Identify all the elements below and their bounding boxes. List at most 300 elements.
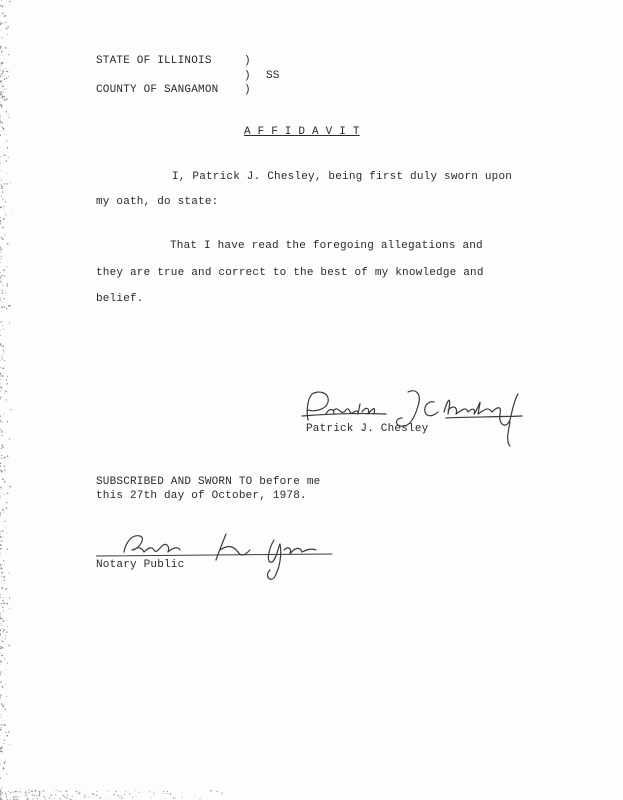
scan-speck [9, 305, 11, 307]
notary-signature [96, 520, 336, 584]
scan-speck [182, 793, 183, 794]
scan-speck [0, 322, 1, 323]
scan-speck [24, 795, 25, 796]
scan-speck [0, 23, 1, 24]
scan-speck [0, 119, 1, 120]
scan-speck [3, 198, 4, 199]
scan-speck [1, 703, 2, 704]
scan-speck [82, 790, 83, 791]
scan-speck [5, 471, 6, 472]
scan-speck [2, 127, 3, 128]
scan-speck [8, 114, 9, 115]
scan-speck [2, 530, 4, 532]
scan-speck [2, 309, 3, 310]
scan-speck [3, 620, 5, 622]
scan-speck [34, 795, 35, 796]
scan-speck [4, 521, 5, 522]
scan-speck [0, 282, 1, 283]
scan-speck [7, 71, 8, 72]
scan-speck [3, 541, 4, 542]
scan-speck [124, 794, 125, 795]
scan-speck [0, 634, 1, 635]
scan-speck [41, 791, 42, 792]
scan-speck [5, 391, 7, 393]
scan-speck [9, 438, 10, 439]
scan-speck [43, 790, 45, 792]
scan-speck [15, 796, 16, 797]
scan-speck [2, 471, 4, 473]
scan-speck [2, 435, 3, 436]
scan-speck [1, 431, 3, 433]
scan-speck [0, 156, 1, 157]
scan-speck [79, 793, 80, 794]
scan-speck [2, 23, 3, 24]
scan-speck [2, 375, 4, 377]
scan-speck [3, 206, 4, 207]
scan-speck [7, 455, 9, 457]
scan-speck [6, 735, 8, 737]
scan-speck [135, 790, 136, 791]
scan-speck [6, 502, 7, 503]
scan-speck [1, 717, 2, 718]
scan-speck [25, 794, 26, 795]
scan-speck [0, 605, 1, 606]
scan-speck [9, 486, 11, 488]
scan-speck [6, 111, 8, 113]
scan-speck [3, 602, 5, 604]
scan-speck [2, 446, 4, 448]
scan-speck [2, 85, 4, 87]
scan-speck [1, 87, 2, 88]
scan-speck [118, 795, 119, 796]
scan-speck [0, 162, 1, 163]
scan-speck [1, 102, 2, 103]
scan-speck [8, 71, 9, 72]
scan-speck [2, 99, 3, 100]
scan-speck [9, 744, 10, 745]
scan-speck [1, 37, 2, 38]
scan-speck [1, 74, 2, 75]
scan-speck [13, 792, 14, 793]
scan-speck [1, 180, 2, 181]
scan-speck [63, 794, 64, 795]
scan-speck [9, 608, 10, 609]
scan-speck [107, 798, 108, 799]
scan-speck [3, 269, 5, 271]
scan-speck [7, 774, 8, 775]
scan-speck [2, 76, 3, 77]
scan-speck [3, 209, 4, 210]
scan-speck [0, 258, 1, 259]
scan-speck [2, 647, 3, 648]
scan-speck [57, 790, 58, 791]
scan-speck [0, 76, 1, 77]
scan-speck [0, 70, 1, 71]
scan-speck [0, 545, 1, 546]
scan-speck [0, 429, 1, 430]
scan-speck [32, 794, 33, 795]
scan-speck [0, 387, 2, 389]
scan-speck [3, 672, 4, 673]
scan-speck [0, 246, 1, 248]
jurat-line-2: this 27th day of October, 1978. [96, 490, 307, 502]
scan-speck [2, 73, 3, 74]
scan-speck [6, 233, 7, 234]
scan-speck [2, 275, 3, 276]
scan-speck [0, 615, 1, 616]
scan-speck [217, 791, 218, 792]
scan-speck [5, 527, 6, 528]
scan-speck [0, 727, 1, 728]
scan-speck [0, 795, 1, 796]
scan-speck [0, 217, 1, 218]
scan-speck [3, 612, 4, 613]
scan-speck [2, 199, 3, 200]
scan-speck [5, 399, 6, 400]
scan-speck [0, 594, 1, 595]
scan-speck [1, 628, 2, 629]
scan-speck [39, 793, 41, 795]
scan-speck [0, 97, 1, 98]
scan-speck [113, 795, 114, 796]
scan-speck [4, 465, 6, 467]
scan-speck [0, 630, 1, 632]
scan-speck [55, 791, 56, 792]
scan-speck [194, 796, 195, 797]
scan-speck [165, 798, 166, 799]
paragraph-2-line-1: That I have read the foregoing allegations and [170, 240, 483, 252]
scan-speck [2, 285, 3, 286]
scan-speck [0, 379, 1, 380]
scan-speck [6, 631, 7, 632]
scan-speck [0, 5, 1, 6]
scan-speck [55, 794, 56, 795]
scan-speck [1, 345, 2, 346]
scan-speck [4, 68, 5, 69]
scan-speck [121, 795, 122, 796]
scan-speck [0, 513, 1, 514]
scan-speck [7, 266, 8, 267]
scan-speck [1, 747, 3, 749]
scan-speck [0, 221, 1, 222]
scan-speck [1, 51, 2, 52]
scan-speck [17, 796, 18, 797]
scan-speck [163, 791, 164, 792]
scan-speck [64, 796, 65, 797]
scan-speck [107, 791, 108, 792]
scan-speck [96, 791, 97, 792]
scan-speck [138, 792, 139, 793]
scan-speck [2, 184, 3, 185]
scan-speck [80, 792, 81, 793]
scan-speck [0, 675, 1, 676]
scan-speck [79, 790, 80, 791]
scan-speck [6, 620, 7, 621]
scan-speck [3, 92, 4, 93]
scan-speck [5, 291, 6, 292]
scan-speck [1, 458, 2, 459]
scan-speck [0, 367, 1, 368]
scan-speck [1, 106, 3, 108]
scan-speck [0, 272, 1, 273]
scan-speck [3, 329, 4, 330]
scan-speck [0, 206, 2, 208]
scan-speck [5, 22, 6, 23]
scan-speck [6, 379, 7, 380]
scan-speck [2, 97, 4, 99]
scan-speck [5, 588, 7, 590]
scan-speck [8, 157, 9, 158]
scan-speck [125, 791, 126, 792]
scan-speck [3, 36, 4, 37]
scan-speck [6, 285, 7, 286]
scan-speck [1, 178, 2, 179]
scan-speck [66, 797, 67, 798]
scan-speck [1, 396, 2, 397]
scan-speck [37, 798, 38, 799]
scan-speck [2, 637, 3, 638]
document-title: A F F I D A V I T [244, 126, 360, 138]
ss-paren: ) [244, 70, 251, 82]
scan-speck [19, 791, 21, 793]
scan-speck [4, 353, 5, 354]
scan-speck [0, 115, 1, 116]
scan-speck [6, 533, 7, 534]
scan-speck [6, 68, 7, 69]
scan-speck [0, 694, 1, 695]
scan-speck [2, 238, 4, 240]
scan-speck [12, 791, 13, 792]
scan-speck [4, 89, 5, 90]
scan-speck [4, 275, 5, 276]
scan-speck [0, 120, 1, 121]
scan-speck [1, 131, 2, 132]
scan-speck [0, 66, 1, 67]
scan-speck [0, 487, 1, 488]
scan-speck [0, 696, 1, 697]
scan-speck [2, 13, 4, 15]
scan-speck [5, 708, 6, 709]
scan-speck [28, 798, 29, 799]
scan-speck [0, 623, 1, 624]
scan-speck [0, 552, 1, 553]
scan-speck [9, 322, 10, 323]
scan-speck [169, 793, 171, 795]
scan-speck [0, 386, 1, 387]
scan-speck [6, 603, 8, 605]
scan-speck [0, 122, 1, 123]
scan-speck [0, 554, 1, 555]
scan-speck [0, 793, 2, 795]
state-paren: ) [244, 55, 251, 67]
scan-speck [175, 798, 176, 799]
scan-speck [5, 47, 7, 49]
scan-speck [2, 356, 3, 357]
scan-speck [45, 798, 46, 799]
scan-speck [14, 791, 15, 792]
scan-speck [121, 798, 122, 799]
scan-speck [84, 797, 85, 798]
scan-speck [115, 791, 116, 792]
paragraph-2-line-2: they are true and correct to the best of my knowledge and [96, 267, 484, 279]
jurat-line-1: SUBSCRIBED AND SWORN TO before me [96, 476, 321, 488]
scan-speck [4, 99, 6, 101]
scan-speck [67, 791, 68, 792]
scan-speck [1, 625, 2, 626]
scan-speck [1, 84, 2, 85]
scan-speck [87, 793, 88, 794]
scan-speck [2, 6, 4, 8]
scan-speck [59, 791, 60, 792]
scan-speck [7, 283, 8, 284]
scan-speck [6, 28, 7, 29]
scan-speck [1, 444, 3, 446]
scan-speck [2, 606, 3, 607]
scan-speck [1, 185, 3, 187]
scan-speck [5, 674, 6, 675]
scan-speck [9, 597, 10, 598]
scan-speck [0, 391, 1, 392]
scan-speck [60, 798, 61, 799]
scan-speck [3, 743, 4, 744]
scan-speck [0, 465, 1, 467]
scan-speck [28, 792, 29, 793]
scan-speck [7, 663, 8, 664]
scan-speck [7, 493, 9, 495]
scan-speck [2, 509, 4, 511]
state-of-illinois: STATE OF ILLINOIS [96, 55, 212, 67]
scan-speck [1, 122, 3, 124]
scan-speck [4, 235, 5, 236]
scan-speck [5, 793, 6, 794]
scan-speck [6, 383, 7, 384]
scan-speck [8, 54, 9, 55]
scan-speck [3, 16, 4, 17]
scan-speck [1, 587, 3, 589]
scan-speck [0, 496, 1, 497]
scan-speck [0, 646, 2, 648]
scan-speck [2, 479, 3, 480]
scan-speck [5, 214, 6, 215]
scan-speck [1, 422, 2, 423]
scan-speck [0, 373, 1, 375]
scan-speck [1, 237, 2, 238]
scan-speck [4, 393, 5, 394]
scan-speck [1, 330, 2, 331]
scan-speck [89, 796, 90, 797]
scan-speck [0, 534, 1, 535]
scan-speck [99, 797, 101, 799]
scan-speck [4, 658, 5, 659]
scan-speck [1, 256, 2, 257]
scan-speck [3, 5, 4, 6]
scan-speck [36, 795, 37, 796]
scan-speck [4, 724, 5, 725]
scan-speck [0, 714, 1, 715]
scan-speck [76, 791, 78, 793]
scan-speck [136, 796, 137, 797]
affiant-name: Patrick J. Chesley [306, 423, 429, 435]
scan-speck [0, 117, 1, 118]
scan-speck [0, 613, 1, 614]
scan-speck [0, 420, 1, 422]
scan-speck [8, 76, 9, 77]
scan-speck [0, 681, 1, 682]
scan-speck [1, 93, 2, 94]
scan-speck [31, 791, 32, 792]
scan-speck [1, 681, 2, 682]
county-of-sangamon: COUNTY OF SANGAMON [96, 84, 219, 96]
scan-speck [3, 155, 4, 156]
scan-speck [43, 796, 45, 798]
scan-speck [6, 98, 8, 100]
scan-speck [7, 549, 8, 550]
scan-speck [1, 572, 3, 574]
scan-speck [86, 796, 87, 797]
scan-speck [6, 88, 7, 89]
scan-speck [150, 797, 151, 798]
scan-speck [0, 548, 1, 549]
scan-speck [0, 383, 1, 384]
scan-speck [1, 280, 2, 281]
scan-speck [69, 796, 70, 797]
scan-speck [3, 413, 4, 414]
scan-speck [153, 792, 154, 793]
notary-label: Notary Public [96, 559, 185, 571]
scan-speck [119, 797, 120, 798]
scan-speck [3, 512, 4, 513]
scan-speck [1, 187, 3, 189]
scan-speck [8, 117, 9, 118]
scan-speck [0, 515, 1, 516]
scan-speck [51, 794, 53, 796]
scan-speck [7, 421, 8, 422]
scan-speck [1, 576, 2, 577]
scan-speck [32, 798, 33, 799]
scan-speck [1, 540, 2, 541]
scan-speck [0, 251, 1, 252]
scan-speck [9, 1, 11, 3]
scan-speck [0, 220, 1, 221]
scan-speck [0, 489, 1, 490]
scan-speck [60, 798, 61, 799]
scan-speck [6, 507, 8, 509]
scan-speck [4, 740, 5, 741]
scan-speck [35, 791, 36, 792]
scan-speck [1, 252, 2, 253]
scan-speck [0, 697, 1, 698]
scan-speck [4, 704, 5, 705]
scan-speck [3, 629, 5, 631]
scan-speck [0, 248, 2, 250]
scan-speck [65, 790, 66, 791]
scan-speck [0, 531, 1, 532]
scan-speck [0, 790, 1, 792]
scan-speck [0, 797, 1, 799]
scan-speck [210, 790, 212, 792]
scan-speck [6, 160, 7, 161]
scan-speck [3, 767, 4, 768]
scan-speck [1, 196, 2, 197]
scan-speck [3, 345, 5, 347]
scan-speck [6, 796, 7, 797]
scan-speck [2, 292, 4, 294]
scan-speck [1, 312, 2, 313]
scan-speck [149, 791, 150, 792]
scan-speck [10, 183, 11, 184]
scan-speck [3, 720, 4, 721]
scan-speck [3, 706, 4, 707]
